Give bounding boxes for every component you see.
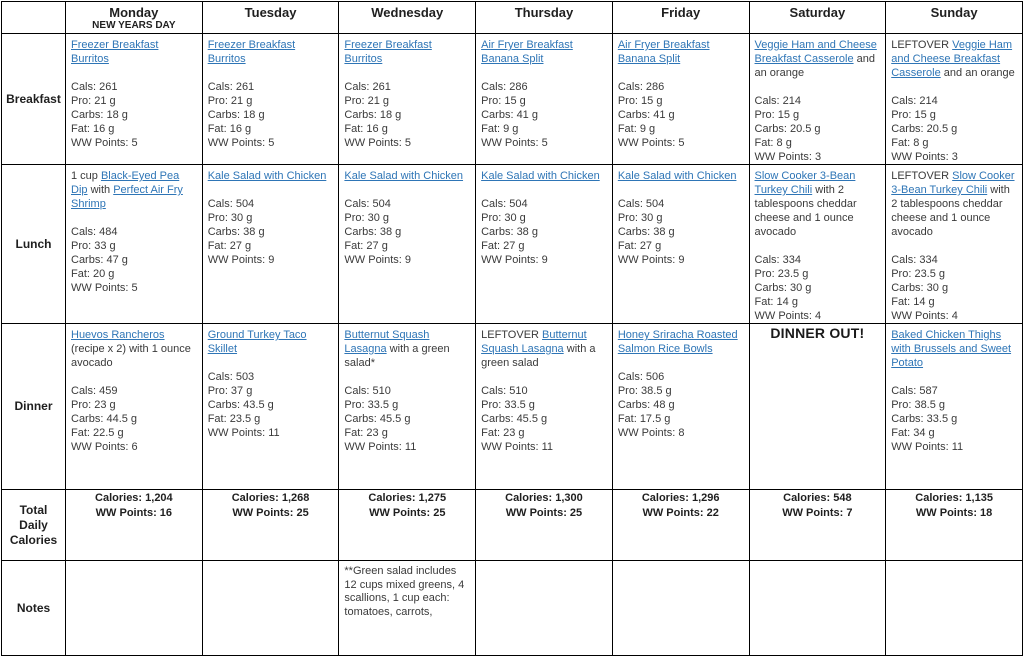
day-header-monday — [66, 2, 203, 34]
row-label-total-daily-calories: Total Daily Calories — [2, 490, 66, 561]
nutrition-stat: Carbs: 30 g — [754, 282, 812, 294]
nutrition-stat: Carbs: 48 g — [617, 399, 675, 411]
meal-text: LEFTOVER — [891, 39, 953, 51]
nutrition-stat: Pro: 23 g — [71, 399, 116, 411]
meal-text: LEFTOVER — [891, 170, 953, 182]
nutrition-stat: Fat: 17.5 g — [617, 413, 671, 425]
nutrition-stat: Carbs: 47 g — [71, 254, 128, 266]
recipe-link[interactable]: Baked Chicken Thighs with Brussels and Sweet Potato — [891, 329, 1012, 369]
meal-cell — [612, 324, 749, 490]
meal-text: (recipe x 2) with 1 ounce avocado — [71, 343, 191, 369]
day-header-saturday — [749, 2, 886, 34]
recipe-link[interactable]: Perfect Air Fry Shrimp — [71, 184, 183, 210]
meal-title — [481, 38, 608, 66]
meal-title — [208, 328, 335, 356]
nutrition-stat: Cals: 504 — [481, 198, 528, 210]
meal-text: with a green salad — [481, 343, 596, 369]
empty-cell — [886, 561, 1023, 656]
meal-title — [208, 169, 335, 183]
nutrition-stat: Pro: 38.5 g — [617, 385, 672, 397]
empty-cell — [476, 561, 613, 656]
nutrition-stat: Carbs: 43.5 g — [207, 399, 274, 411]
nutrition-stat: Fat: 34 g — [891, 427, 935, 439]
nutrition-stat: Carbs: 20.5 g — [891, 123, 958, 135]
total-calories: Calories: 1,135 — [915, 492, 993, 504]
meal-text: 1 cup — [71, 170, 101, 182]
meal-cell — [886, 324, 1023, 490]
total-ww-points: WW Points: 18 — [915, 507, 993, 519]
meal-cell — [202, 34, 339, 165]
nutrition-stat: Pro: 33 g — [71, 240, 116, 252]
meal-text: and an orange — [754, 53, 875, 79]
recipe-link[interactable]: Air Fryer Breakfast Banana Split — [481, 39, 573, 65]
nutrition-stat: WW Points: 3 — [754, 151, 822, 163]
nutrition-stat: Carbs: 38 g — [617, 226, 675, 238]
nutrition-stats — [481, 384, 608, 454]
nutrition-stats — [755, 94, 882, 164]
nutrition-stats — [71, 384, 198, 454]
recipe-link[interactable]: Kale Salad with Chicken — [481, 170, 600, 182]
nutrition-stats — [71, 225, 198, 295]
nutrition-stats — [618, 370, 745, 440]
empty-cell — [749, 561, 886, 656]
total-calories: Calories: 1,204 — [95, 492, 173, 504]
meal-cell — [202, 165, 339, 324]
daily-total-cell — [886, 490, 1023, 561]
nutrition-stat: Cals: 510 — [344, 385, 391, 397]
meal-title — [71, 38, 198, 66]
nutrition-stat: Fat: 14 g — [891, 296, 935, 308]
meal-cell — [612, 34, 749, 165]
nutrition-stats — [891, 94, 1018, 164]
meal-cell — [66, 165, 203, 324]
recipe-link[interactable]: Freezer Breakfast Burritos — [344, 39, 432, 65]
day-label: Saturday — [789, 5, 846, 20]
meal-title — [755, 169, 882, 239]
nutrition-stat: Fat: 16 g — [344, 123, 388, 135]
dinner-out-cell — [749, 324, 886, 490]
meal-cell — [612, 165, 749, 324]
meal-cell — [66, 34, 203, 165]
nutrition-stat: Carbs: 38 g — [481, 226, 538, 238]
note-cell — [339, 561, 476, 656]
meal-title — [344, 169, 471, 183]
recipe-link[interactable]: Freezer Breakfast Burritos — [207, 39, 296, 65]
nutrition-stat: Fat: 23 g — [481, 427, 525, 439]
daily-total-cell — [339, 490, 476, 561]
meal-cell — [749, 165, 886, 324]
nutrition-stat: WW Points: 5 — [481, 137, 548, 149]
meal-title — [71, 169, 198, 211]
meal-title — [618, 328, 745, 356]
nutrition-stat: WW Points: 9 — [617, 254, 685, 266]
nutrition-stat: Pro: 21 g — [344, 95, 390, 107]
nutrition-stat: WW Points: 5 — [617, 137, 685, 149]
meal-text: with 2 tablespoons cheddar cheese and 1 ounce avocado — [891, 184, 1010, 238]
day-header-tuesday — [202, 2, 339, 34]
nutrition-stats — [891, 253, 1018, 323]
nutrition-stat: WW Points: 3 — [891, 151, 958, 163]
nutrition-stat: Cals: 510 — [481, 385, 528, 397]
recipe-link[interactable]: Kale Salad with Chicken — [617, 170, 737, 182]
nutrition-stats — [618, 80, 745, 150]
total-ww-points: WW Points: 16 — [95, 507, 173, 519]
meal-title — [481, 328, 608, 370]
day-header-wednesday — [339, 2, 476, 34]
nutrition-stat: Pro: 21 g — [207, 95, 253, 107]
daily-total-cell — [612, 490, 749, 561]
nutrition-stat: Fat: 8 g — [754, 137, 792, 149]
meal-cell — [886, 165, 1023, 324]
day-label: Tuesday — [244, 5, 297, 20]
nutrition-stat: WW Points: 5 — [71, 137, 138, 149]
meal-title — [891, 169, 1018, 239]
nutrition-stat: Pro: 30 g — [207, 212, 253, 224]
recipe-link[interactable]: Butternut Squash Lasagna — [344, 329, 430, 355]
meal-cell — [339, 165, 476, 324]
total-ww-points: WW Points: 25 — [369, 507, 446, 519]
nutrition-stat: Cals: 503 — [207, 371, 255, 383]
nutrition-stat: WW Points: 8 — [617, 427, 685, 439]
day-label: Sunday — [930, 5, 978, 20]
meal-text: LEFTOVER — [481, 329, 543, 341]
meal-cell — [476, 34, 613, 165]
recipe-link[interactable]: Slow Cooker 3-Bean Turkey Chili — [891, 170, 1015, 196]
meal-title — [891, 38, 1018, 80]
nutrition-stat: Cals: 504 — [207, 198, 255, 210]
meal-cell — [886, 34, 1023, 165]
meal-cell — [66, 324, 203, 490]
nutrition-stat: Fat: 20 g — [71, 268, 115, 280]
empty-cell — [66, 561, 203, 656]
nutrition-stat: WW Points: 5 — [71, 282, 138, 294]
recipe-link[interactable]: Veggie Ham and Cheese Breakfast Casserole — [891, 39, 1013, 79]
nutrition-stat: Pro: 23.5 g — [754, 268, 809, 280]
nutrition-stat: Carbs: 38 g — [207, 226, 265, 238]
row-label-breakfast: Breakfast — [2, 34, 66, 165]
meal-cell — [339, 34, 476, 165]
nutrition-stat: Fat: 27 g — [617, 240, 662, 252]
nutrition-stats — [481, 197, 608, 267]
nutrition-stat: Cals: 504 — [344, 198, 391, 210]
nutrition-stat: Pro: 33.5 g — [481, 399, 535, 411]
nutrition-stat: Carbs: 38 g — [344, 226, 402, 238]
nutrition-stat: Pro: 38.5 g — [891, 399, 946, 411]
nutrition-stat: Cals: 261 — [207, 81, 255, 93]
nutrition-stat: Fat: 23 g — [344, 427, 388, 439]
nutrition-stat: Carbs: 44.5 g — [71, 413, 138, 425]
nutrition-stat: WW Points: 9 — [344, 254, 412, 266]
day-header-thursday — [476, 2, 613, 34]
nutrition-stat: Cals: 587 — [891, 385, 938, 397]
row-label-dinner: Dinner — [2, 324, 66, 490]
nutrition-stat: Fat: 27 g — [207, 240, 252, 252]
meal-text: with — [87, 184, 114, 196]
nutrition-stat: Pro: 37 g — [207, 385, 253, 397]
nutrition-stats — [618, 197, 745, 267]
nutrition-stat: Carbs: 30 g — [891, 282, 949, 294]
nutrition-stat: WW Points: 9 — [481, 254, 548, 266]
meal-text: with 2 tablespoons cheddar cheese and 1 ounce avocado — [754, 184, 857, 238]
daily-total-cell — [749, 490, 886, 561]
nutrition-stat: Carbs: 20.5 g — [754, 123, 821, 135]
nutrition-stat: Carbs: 18 g — [207, 109, 265, 121]
nutrition-stat: Pro: 21 g — [71, 95, 116, 107]
empty-cell — [612, 561, 749, 656]
corner-cell — [2, 2, 66, 34]
meal-title — [344, 328, 471, 370]
nutrition-stat: Fat: 27 g — [344, 240, 388, 252]
nutrition-stat: Fat: 16 g — [207, 123, 252, 135]
nutrition-stats — [755, 253, 882, 323]
nutrition-stat: Pro: 15 g — [891, 109, 936, 121]
meal-cell — [476, 324, 613, 490]
nutrition-stat: Fat: 27 g — [481, 240, 525, 252]
recipe-link[interactable]: Kale Salad with Chicken — [207, 170, 327, 182]
total-calories: Calories: 1,296 — [641, 492, 720, 504]
nutrition-stat: WW Points: 5 — [344, 137, 412, 149]
total-ww-points: WW Points: 22 — [642, 507, 719, 519]
nutrition-stat: Pro: 15 g — [481, 95, 526, 107]
meal-text: with a green salad* — [344, 343, 450, 369]
nutrition-stat: Carbs: 45.5 g — [344, 413, 411, 425]
meal-cell — [339, 324, 476, 490]
nutrition-stat: Carbs: 45.5 g — [481, 413, 548, 425]
nutrition-stats — [71, 80, 198, 150]
nutrition-stats — [891, 384, 1018, 454]
day-header-sunday — [886, 2, 1023, 34]
nutrition-stat: Cals: 504 — [617, 198, 665, 210]
meal-title — [208, 38, 335, 66]
nutrition-stat: Carbs: 18 g — [344, 109, 402, 121]
nutrition-stats — [208, 370, 335, 440]
recipe-link[interactable]: Air Fryer Breakfast Banana Split — [617, 39, 710, 65]
meal-cell — [202, 324, 339, 490]
empty-cell — [202, 561, 339, 656]
nutrition-stats — [344, 384, 471, 454]
total-ww-points: WW Points: 25 — [505, 507, 583, 519]
day-label: Thursday — [514, 5, 574, 20]
meal-title — [481, 169, 608, 183]
row-label-notes: Notes — [2, 561, 66, 656]
dinner-out-label: DINNER OUT! — [770, 325, 865, 341]
recipe-link[interactable]: Veggie Ham and Cheese Breakfast Casserole — [754, 39, 877, 65]
meal-title — [344, 38, 471, 66]
nutrition-stat: Cals: 214 — [891, 95, 938, 107]
nutrition-stat: Fat: 9 g — [481, 123, 519, 135]
nutrition-stat: Cals: 214 — [754, 95, 801, 107]
recipe-link[interactable]: Black-Eyed Pea Dip — [71, 170, 180, 196]
nutrition-stat: WW Points: 9 — [207, 254, 275, 266]
row-label-lunch: Lunch — [2, 165, 66, 324]
day-header-friday — [612, 2, 749, 34]
nutrition-stat: Pro: 30 g — [617, 212, 663, 224]
meal-title — [71, 328, 198, 370]
total-calories: Calories: 1,268 — [231, 492, 310, 504]
nutrition-stat: Fat: 22.5 g — [71, 427, 124, 439]
nutrition-stats — [208, 197, 335, 267]
total-calories: Calories: 548 — [783, 492, 852, 504]
nutrition-stat: WW Points: 4 — [754, 310, 822, 322]
nutrition-stat: Fat: 16 g — [71, 123, 115, 135]
total-ww-points: WW Points: 25 — [232, 507, 309, 519]
nutrition-stat: Cals: 286 — [617, 81, 665, 93]
day-label: Wednesday — [371, 5, 444, 20]
nutrition-stat: Cals: 286 — [481, 81, 528, 93]
nutrition-stat: Cals: 334 — [754, 254, 801, 266]
nutrition-stat: WW Points: 11 — [891, 441, 964, 453]
nutrition-stat: Pro: 15 g — [617, 95, 663, 107]
recipe-link[interactable]: Honey Sriracha Roasted Salmon Rice Bowls — [617, 329, 738, 355]
note-text: **Green salad includes 12 cups mixed greens, 4 scallions, 1 cup each: tomatoes, carrots, — [344, 565, 465, 618]
nutrition-stat: Cals: 506 — [617, 371, 665, 383]
nutrition-stats — [344, 197, 471, 267]
nutrition-stat: WW Points: 4 — [891, 310, 958, 322]
nutrition-stats — [208, 80, 335, 150]
day-label: Friday — [661, 5, 701, 20]
nutrition-stat: Fat: 23.5 g — [207, 413, 261, 425]
nutrition-stat: Pro: 30 g — [481, 212, 526, 224]
recipe-link[interactable]: Butternut Squash Lasagna — [481, 329, 587, 355]
meal-plan-table — [1, 1, 1023, 656]
daily-total-cell — [476, 490, 613, 561]
nutrition-stat: Carbs: 41 g — [481, 109, 538, 121]
nutrition-stat: Pro: 30 g — [344, 212, 390, 224]
nutrition-stat: Pro: 23.5 g — [891, 268, 946, 280]
nutrition-stat: Cals: 261 — [71, 81, 118, 93]
meal-text: and an orange — [940, 67, 1015, 79]
nutrition-stat: WW Points: 5 — [207, 137, 275, 149]
meal-title — [618, 38, 745, 66]
nutrition-stats — [481, 80, 608, 150]
meal-title — [755, 38, 882, 80]
recipe-link[interactable]: Ground Turkey Taco Skillet — [207, 329, 307, 355]
nutrition-stat: Carbs: 41 g — [617, 109, 675, 121]
total-calories: Calories: 1,300 — [505, 492, 583, 504]
recipe-link[interactable]: Freezer Breakfast Burritos — [71, 39, 159, 65]
nutrition-stat: Pro: 33.5 g — [344, 399, 399, 411]
recipe-link[interactable]: Huevos Rancheros — [71, 329, 165, 341]
daily-total-cell — [202, 490, 339, 561]
nutrition-stat: Cals: 261 — [344, 81, 391, 93]
nutrition-stat: Carbs: 18 g — [71, 109, 128, 121]
meal-title — [891, 328, 1018, 370]
nutrition-stat: Pro: 15 g — [754, 109, 800, 121]
nutrition-stat: Fat: 8 g — [891, 137, 929, 149]
nutrition-stat: Cals: 334 — [891, 254, 938, 266]
nutrition-stat: WW Points: 11 — [344, 441, 417, 453]
nutrition-stat: WW Points: 6 — [71, 441, 138, 453]
nutrition-stat: WW Points: 11 — [481, 441, 554, 453]
recipe-link[interactable]: Slow Cooker 3-Bean Turkey Chili — [754, 170, 856, 196]
meal-cell — [749, 34, 886, 165]
day-sublabel: NEW YEARS DAY — [92, 20, 176, 31]
meal-title — [618, 169, 745, 183]
nutrition-stats — [344, 80, 471, 150]
nutrition-stat: Fat: 14 g — [754, 296, 798, 308]
meal-cell — [476, 165, 613, 324]
nutrition-stat: Fat: 9 g — [617, 123, 656, 135]
nutrition-stat: Carbs: 33.5 g — [891, 413, 958, 425]
total-ww-points: WW Points: 7 — [782, 507, 853, 519]
nutrition-stat: Cals: 459 — [71, 385, 118, 397]
daily-total-cell — [66, 490, 203, 561]
recipe-link[interactable]: Kale Salad with Chicken — [344, 170, 464, 182]
nutrition-stat: WW Points: 11 — [207, 427, 280, 439]
total-calories: Calories: 1,275 — [368, 492, 447, 504]
nutrition-stat: Cals: 484 — [71, 226, 118, 238]
day-label: Monday — [109, 5, 159, 20]
